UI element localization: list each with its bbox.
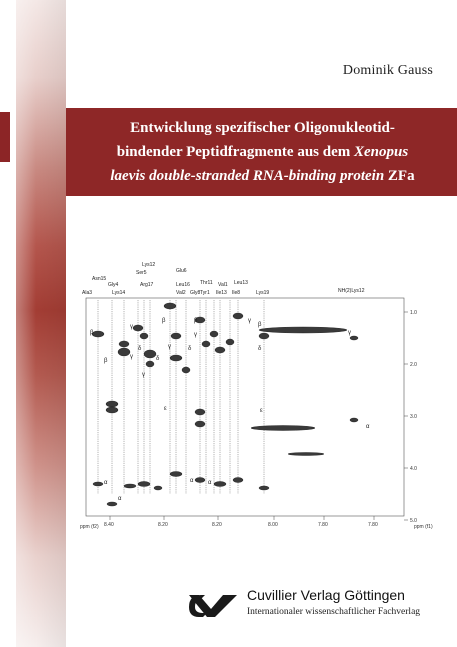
top-label: Ile13	[216, 290, 227, 296]
spectrum-peaks	[92, 303, 358, 506]
spectrum-peak	[140, 333, 148, 339]
greek-label: ε	[164, 406, 167, 412]
top-label: NH(2)Lys12	[338, 288, 365, 294]
spectrum-peak	[164, 303, 176, 309]
right-tick-label: 4.0	[410, 466, 417, 472]
spectrum-peak	[350, 336, 358, 340]
top-label: Lys14	[112, 290, 126, 296]
title-band	[66, 108, 457, 196]
spectrum-bottom-axis	[104, 516, 378, 528]
spectrum-peak	[226, 339, 234, 345]
bottom-tick-label: 7.80	[368, 522, 378, 528]
bottom-tick-label: 8.20	[158, 522, 168, 528]
right-axis-label: ppm (f1)	[414, 524, 433, 530]
greek-label: α	[366, 424, 370, 430]
greek-label: δ	[258, 346, 262, 352]
top-label: Thr11	[200, 280, 213, 286]
greek-label: γ	[130, 354, 133, 360]
spectrum-peak	[259, 333, 269, 339]
greek-label: ε	[260, 408, 263, 414]
spectrum-peak	[251, 426, 315, 431]
spectrum-peak	[202, 341, 210, 347]
greek-label: α	[208, 480, 212, 486]
publisher-subtitle: Internationaler wissenschaftlicher Fachverlag	[247, 607, 421, 617]
nmr-spectrum-figure	[78, 262, 433, 532]
cover-left-tab	[0, 112, 10, 162]
spectrum-peak	[233, 313, 243, 319]
top-label: Arg17	[140, 282, 154, 288]
spectrum-right-axis	[404, 310, 417, 524]
title-line-1: Entwicklung spezifischer Oligonukleotid-	[130, 120, 395, 136]
spectrum-peak	[106, 401, 118, 407]
greek-label: γ	[168, 344, 171, 350]
top-label: Ile8	[232, 290, 241, 296]
spectrum-peak	[215, 347, 225, 353]
top-label: Val2	[176, 290, 186, 296]
spectrum-peak	[92, 331, 104, 337]
spectrum-peak	[154, 486, 162, 490]
right-tick-label: 5.0	[410, 518, 417, 524]
greek-label: γ	[348, 330, 351, 336]
spectrum-peak	[288, 453, 324, 456]
spectrum-peak	[210, 331, 218, 337]
title-line-3-plain: ZFa	[384, 168, 415, 184]
spectrum-peak	[138, 482, 150, 487]
top-label: Asn15	[92, 276, 107, 282]
spectrum-peak	[214, 482, 226, 487]
spectrum-vertical-traces	[98, 300, 264, 494]
cover-spine-shade	[16, 0, 66, 647]
top-label: Gly4	[108, 282, 119, 288]
greek-label: δ	[188, 346, 192, 352]
spectrum-peak	[259, 486, 269, 490]
author-name: Dominik Gauss	[342, 63, 433, 78]
title-line-3-italic: laevis double-stranded RNA-binding protein	[110, 168, 385, 184]
title-line-3	[76, 164, 449, 188]
top-label: Leu16	[176, 282, 190, 288]
spectrum-peak	[106, 407, 118, 413]
greek-label: β	[90, 330, 94, 336]
top-label: Lys19	[256, 290, 270, 296]
bottom-axis-label: ppm (f2)	[80, 524, 99, 530]
right-tick-label: 2.0	[410, 362, 417, 368]
spectrum-peak	[195, 421, 205, 427]
bottom-tick-label: 8.40	[104, 522, 114, 528]
top-label: Tyr1	[200, 290, 210, 296]
spectrum-peak	[93, 482, 103, 486]
right-tick-label: 1.0	[410, 310, 417, 316]
spectrum-peak	[144, 350, 156, 358]
greek-label: γ	[194, 332, 197, 338]
top-label: Leu13	[234, 280, 248, 286]
top-label: Glu6	[176, 268, 187, 274]
greek-label: γ	[130, 324, 133, 330]
bottom-tick-label: 7.80	[318, 522, 328, 528]
greek-label: β	[104, 358, 108, 364]
greek-label: α	[104, 480, 108, 486]
title-line-2	[76, 140, 449, 164]
greek-label: β	[258, 322, 262, 328]
right-tick-label: 3.0	[410, 414, 417, 420]
spectrum-peak	[182, 367, 190, 373]
spectrum-peak	[124, 484, 136, 488]
greek-label: δ	[138, 346, 142, 352]
title-line-2-italic: Xenopus	[354, 144, 409, 160]
greek-label: α	[118, 496, 122, 502]
spectrum-top-labels	[82, 262, 365, 296]
top-label: Lys12	[142, 262, 156, 268]
spectrum-peak	[171, 333, 181, 339]
publisher-block	[185, 585, 445, 625]
spectrum-peak	[119, 341, 129, 347]
greek-label: γ	[142, 372, 145, 378]
spectrum-peak	[133, 325, 143, 331]
spectrum-peak	[118, 348, 130, 356]
greek-label: γ	[248, 318, 251, 324]
spectrum-peak	[146, 361, 154, 367]
top-label: Gly8	[190, 290, 201, 296]
title-line-2-plain: bindender Peptidfragmente aus dem	[116, 144, 355, 160]
top-label: Val1	[218, 282, 228, 288]
spectrum-peak	[195, 409, 205, 415]
spectrum-peak	[233, 478, 243, 483]
top-label: Ser5	[136, 270, 147, 276]
spectrum-peak	[170, 472, 182, 477]
spectrum-peak	[259, 327, 347, 333]
greek-label: δ	[156, 356, 160, 362]
spectrum-frame	[86, 298, 404, 516]
greek-label: β	[194, 318, 198, 324]
spectrum-peak	[107, 502, 117, 506]
spectrum-peak	[195, 478, 205, 483]
bottom-tick-label: 8.20	[212, 522, 222, 528]
greek-label: α	[190, 478, 194, 484]
publisher-name: Cuvillier Verlag Göttingen	[247, 587, 405, 603]
cuvillier-logo-icon	[185, 587, 241, 621]
bottom-tick-label: 8.00	[268, 522, 278, 528]
greek-label: β	[162, 318, 166, 324]
spectrum-peak	[170, 355, 182, 361]
top-label: Ala3	[82, 290, 93, 296]
spectrum-peak	[350, 418, 358, 422]
